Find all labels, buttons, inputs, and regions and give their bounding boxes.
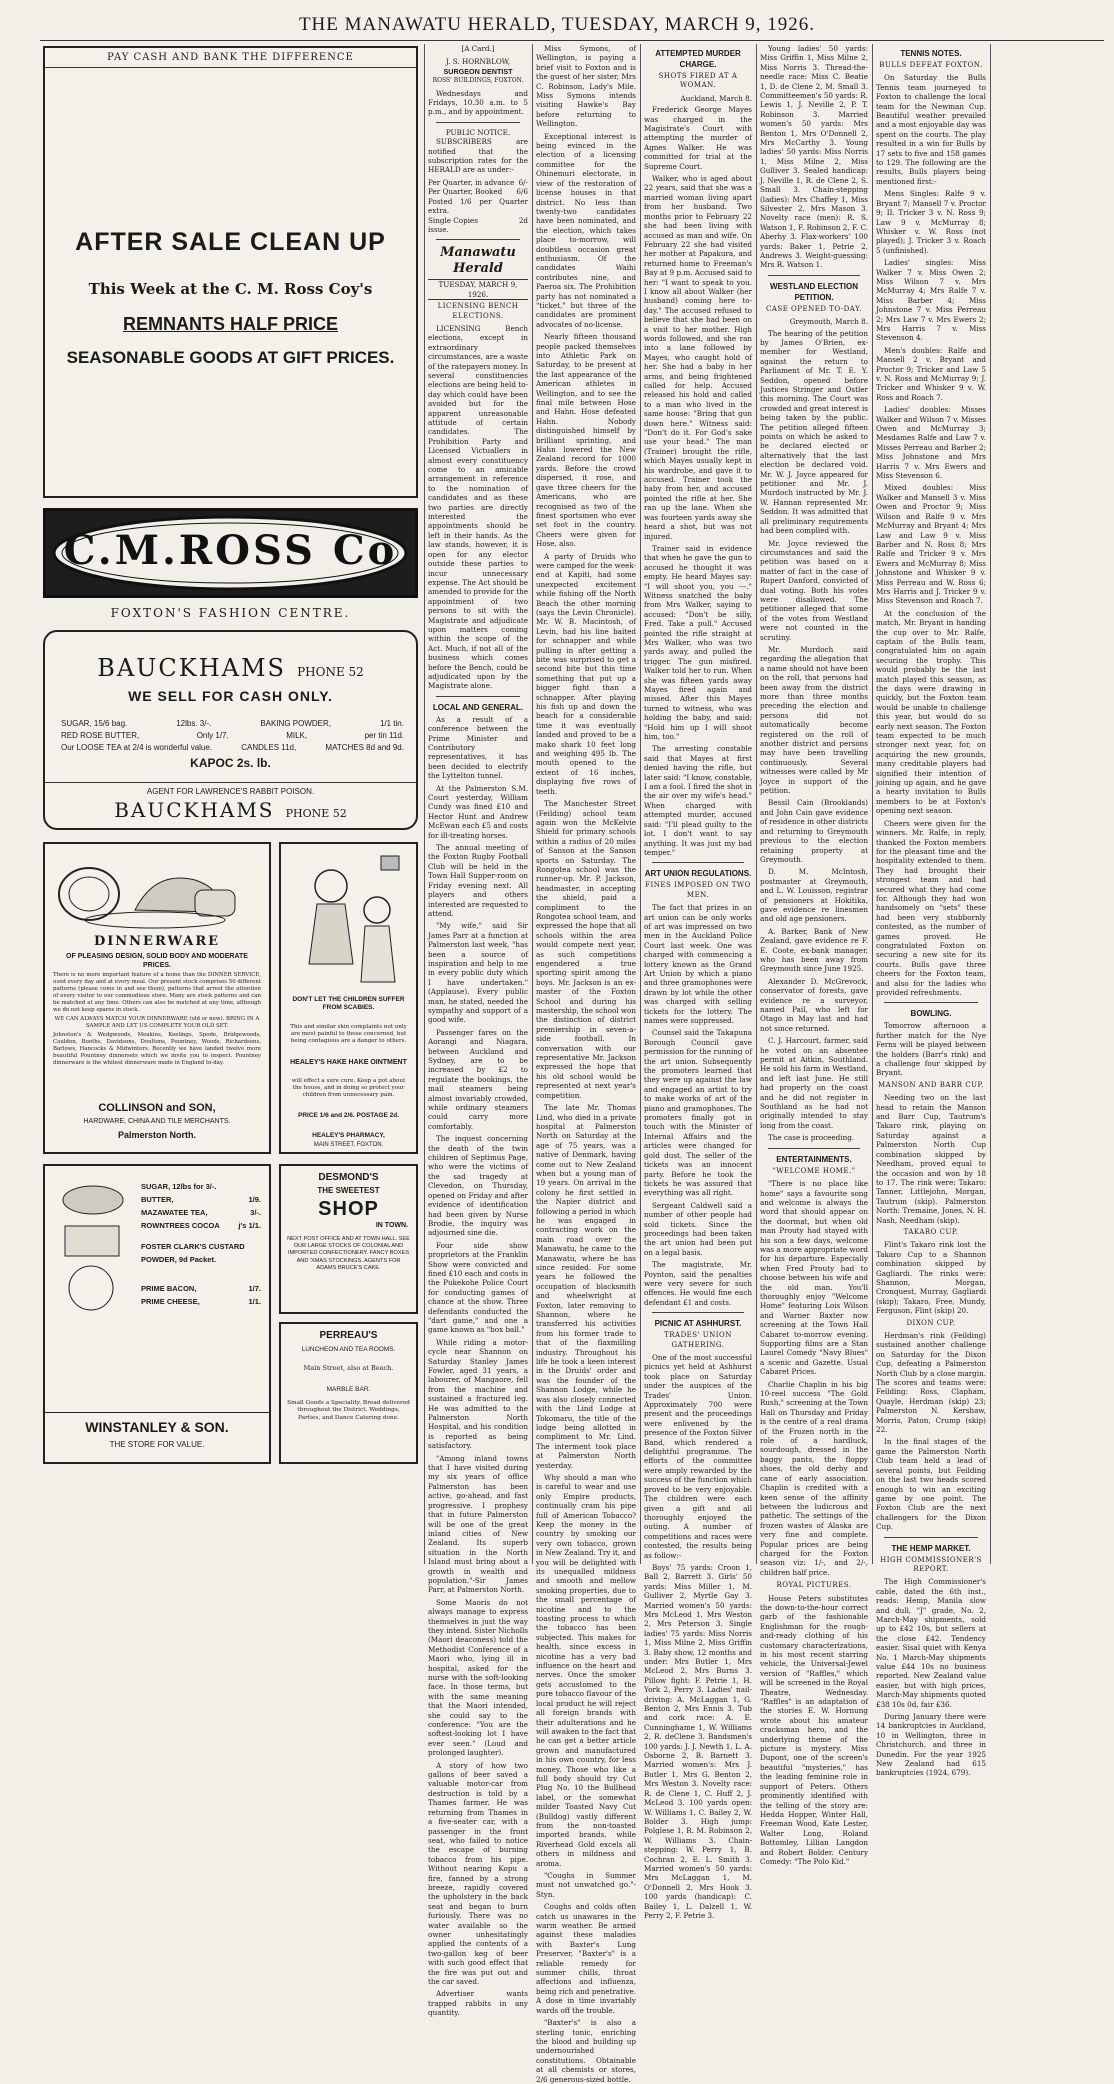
- divider: [436, 239, 520, 240]
- local-item: "Among inland towns that I have visited during my six years of office Palmerston has been active, go-ahead, and fast progressive. I prophesy that in future Palmerston will be one of the great inland cities of New Zealand. Its superb situation in the North Island must bring about a growth in wealth and population."-Sir James Parr, at Palmerston North.: [428, 1453, 528, 1595]
- tennis-heading: TENNIS NOTES.: [900, 49, 962, 58]
- westland-para: Mr. Joyce reviewed the circumstances and said the petition was based on a matter of fact in the case of Rupert Danford, convicted of dual voting. Both his votes were disallowed. The petitioner alleged that some of the votes from Westland were not counted in the scrutiny.: [760, 538, 868, 642]
- tennis-para: Cheers were given for the winners. Mr. Ralfe, in reply, thanked the Foxton members for the pleasant time and the hospitality extended to them. They had brought their strongest team and had secured what they had come for. Although they had won handsomely on "sets" these had been very stubbornly contested, as the number of games proved. He congratulated Foxton on securing a new site for its courts. Bulls gave three cheers for the Foxton team, and also for the ladies who provided refreshments.: [876, 818, 986, 997]
- column-rule: [532, 44, 533, 1564]
- licensing-heading: LICENSING BENCH ELECTIONS.: [437, 302, 519, 320]
- winstanley-price: 3/-.: [250, 1208, 261, 1217]
- dinnerware-makers: Johnston's & Wedgwoods, Meakins, Keelings, Spode, Bridgewoods, Cauldon, Booths, Davidsons, Doultons, Pountney, Woods, Richardsons, Barlows, Hancocks & Midwinters. Recently we have landed twelve more beautiful Pountney dinnersets which we invite you to inspect. Pountney dinnerware is the whitest dinnerware made in England to-day.: [53, 1032, 261, 1066]
- news-item: A party of Druids who were camped for the week-end at Kapiti, had some unexpected excitement while fishing off the North Beach the other morning (says the Levin Chronicle). Mr. W. B. Macintosh, of Levin, had his line baited for schnapper and while pulling in after getting a bite was surprised to get a second bite but this time something that put up a bigger fight than a schnapper. After playing his fish up and down the beach for a considerable time it was eventually landed and proved to be a mako shark 10 feet long and weighing 495 lb. The mouth opened to the extent of 16 inches, displaying five rows of teeth.: [536, 551, 636, 796]
- notice-heading: PUBLIC NOTICE.: [445, 127, 511, 137]
- bowling-heading: BOWLING.: [910, 1009, 952, 1019]
- column-2: [428, 44, 528, 2018]
- column-rule: [640, 44, 641, 1564]
- desmonds-body: NEXT POST OFFICE AND AT TOWN HALL. SEE OUR LARGE STOCKS OF COLONIAL AND IMPORTED CONFECTIONERY. FANCY BOXES AND 'XMAS STOCKINGS. AGENTS FOR ADAMS BRUCE'S CAKE.: [287, 1236, 410, 1271]
- local-item: As a result of a conference between the Prime Minister and Contributory representatives, it has been decided to electrify the Lyttelton tunnel.: [428, 714, 528, 781]
- ad-ross-logo: [43, 508, 418, 598]
- winstanley-item: ROWNTREES COCOA: [141, 1221, 220, 1230]
- bauckhams-agent: AGENT FOR LAWRENCE'S RABBIT POISON.: [45, 782, 416, 796]
- healeys-headline: DON'T LET THE CHILDREN SUFFER FROM SCABIES.: [292, 996, 405, 1011]
- winstanley-row: [141, 1206, 261, 1219]
- winstanley-item: SUGAR, 12lbs for 3/-.: [141, 1182, 217, 1191]
- masthead-rule: [40, 40, 1104, 41]
- news-item: Nearly fifteen thousand people packed themselves into Athletic Park on Saturday, to be present at the last appearance of the American athletes in Wellington, and to see the final mile between Hose and Hahn. Hose defeated Hahn. Nobody distinguished himself by brilliant sprinting, and Hahn lowered the New Zealand record for 1000 yards. Before the crowd dispersed, it rose, and gave three cheers for the Americans, who are recognised as two of the finest sportsmen who ever set foot in the country. Cheers were given for Hose, also.: [536, 332, 636, 549]
- entertainments-subheading: "WELCOME HOME.": [772, 1166, 856, 1175]
- news-item: "Coughs in Summer must not unwatched go."-Styn.: [536, 1871, 636, 1899]
- winstanley-item: MAZAWATEE TEA,: [141, 1208, 208, 1217]
- local-item: At the Palmerston S.M. Court yesterday, William Cundy was fined £10 and Hector Hunt and Andrew McEwan each £5 and costs for ill-treating horses.: [428, 783, 528, 840]
- ad-ross-tagline: FOXTON'S FASHION CENTRE.: [110, 606, 351, 620]
- murder-para: Trainer said in evidence that when he gave the gun to accused he thought it was empty. He heard Mayes say: "I will shoot you, you ---." Witness snatched the baby from Mrs Walker, saying to accused: "Don't be silly, Fred. Take a pull." Accused pointed the rifle straight at Mrs Walker, who was two yards away, and pulled the trigger. The gun misfired. Walker told her to run. When she was fifteen yards away Mayes fired again and missed. After this Mayes turned to witness, who was holding the baby, and said: "Hold him up I will shoot him, too.": [644, 543, 752, 742]
- hemp-subheading: HIGH COMMISSIONER'S REPORT.: [880, 1555, 982, 1573]
- winstanley-price-list: [141, 1180, 261, 1308]
- manson-heading: MANSON AND BARR CUP.: [878, 1080, 984, 1089]
- rate-value: 6/-: [518, 177, 528, 187]
- ad-ross-line4: SEASONABLE GOODS AT GIFT PRICES.: [66, 348, 395, 367]
- rate-row: [428, 216, 528, 225]
- ross-logo-text: C.M.ROSS Co: [63, 527, 398, 574]
- rate-label: Per Quarter, in advance: [428, 177, 515, 187]
- dixon-heading: DIXON CUP.: [906, 1318, 956, 1327]
- divider: [884, 1002, 978, 1003]
- bauckhams-row: [61, 730, 404, 742]
- children-illustration: [281, 846, 416, 994]
- tennis-para: Men's doubles: Ralfe and Mansell 2 v. Bryant and Proctor 9; Tricker and Law 5 v. N. Ross and McMurray 9; J. Tricker and Whisker 9 v. W. Ross and Roach 7.: [876, 345, 986, 402]
- news-item: Miss Symons, of Wellington, is paying a brief visit to Foxton and is the guest of her sister, Mrs C. Robinson, Lady's Mile. Miss Symons intends visiting Hawke's Bay before returning to Wellington.: [536, 44, 636, 129]
- murder-dateline: Auckland, March 8.: [680, 93, 752, 103]
- royal-para: House Peters substitutes the down-to-the-hour correct garb of the fashionable Englishman for the rough-and-ready clothing of his customary characterizations, in his most recent starring vehicle, the Universal-Jewel version of "Raffles," which will be screened in the Royal Theatre, Wednesday. "Raffles" is an adaptation of the stories E. W. Hornung wrote about his amateur cracksman hero, and the underlying theme of the picture is mystery. Miss Dupont, one of the screen's beautiful "mysteries," has the leading feminine role in support of Peters. Others prominently identified with the telling of the story are: Hedda Hopper, Winter Hall, Freeman Wood, Kate Lester, Walter Long, Roland Bottomley, Lillian Langdon and Robert Bolder. Century Comedy: "The Polo Kid.": [760, 1593, 868, 1866]
- takaro-heading: TAKARO CUP.: [903, 1227, 959, 1236]
- news-item: "Baxter's" is also a sterling tonic, enriching the blood and building up undernourished constitutions. Obtainable at all chemists or stores, 2/6 generous-sized bottle.: [536, 2018, 636, 2084]
- local-item: Four side show proprietors at the Franklin Show were convicted and fined £10 each and costs in the Pukekohe Police Court for conducting games of chance at the show. Three defendants conducted the "dart game," and one a game known as "box ball.": [428, 1240, 528, 1335]
- rate-row: [428, 178, 528, 187]
- masthead: THE MANAWATU HERALD, TUESDAY, MARCH 9, 1926.: [298, 14, 816, 35]
- desmonds-name: DESMOND'S: [318, 1172, 379, 1183]
- winstanley-row: [141, 1219, 261, 1232]
- art-union-para: The fact that prizes in an art union can be only works of art was impressed on two men in the Auckland Police Court last week. One was charged with commencing a lottery known as the Grand Art Union by which a piano and three gramophones were drawn by lot while the other was charged with selling tickets for the lottery. The names were suppressed.: [644, 903, 752, 1025]
- dinnerware-trade: HARDWARE, CHINA AND TILE MERCHANTS.: [83, 1118, 231, 1125]
- bauckhams-row-item: CANDLES 11d,: [241, 743, 297, 752]
- bauckhams-slogan: WE SELL FOR CASH ONLY.: [128, 688, 333, 704]
- dinnerware-firm: COLLINSON and SON,: [98, 1102, 216, 1114]
- winstanley-item: PRIME CHEESE,: [141, 1297, 200, 1306]
- paper-name: Manawatu Herald: [440, 245, 516, 277]
- dentist-address: ROSS' BUILDINGS, FOXTON.: [432, 77, 524, 85]
- picnic-para: Boys' 75 yards: Croon 1, Ball 2, Barrett 3. Girls' 50 yards: Miss Miller 1, M. Gulliver 2, Myrtle Gay 3. Married women's 50 yards: Mrs McLeod 1, Mrs Weston 2, Mrs Peterson 3. Single ladies' 75 yards: Miss Norris 1, Miss Milne 2, Miss Griffin 3. Baby show, 12 months and under: Mrs Butler 1, Mrs McLeod 2, Mrs Burns 3. Pillow fight: F. Petrie 1, H. York 2, Perry 3. Ladies' nail-driving: A. McLaggan 1, G. Benton 2, Mrs Ennis 3. Tub and cork race: A. E. Cunninghame 1, W. Williams 2, R. deClene 3. Bandsmen's 100 yards: J. J. Newth 1, L. A. Osborne 2, B. Barnett 3. Married women's: Mrs J. Butler 1, Mrs G. Benton 2, Mrs Weston 3. Novelty race: R. de Clene 1, C. Huff 2, J. McLeod 3. 100 yards open: W. Williams 1, C. Bailey 2, W. Bolder 3. High jump: Polglese 1, R. M. Robinson 2, W. Williams 3. Chain-stepping: W. Perry 1, B. Cochran 2, E. L. Smith 3. Married women's 50 yards: Mrs McLaggan 1, M. O'Donnell 2, Mrs Hook 3. 100 yards (handicap): C. Bailey 1, L. Dalzell 1, W. Perry 2, F. Petrie 3.: [644, 1562, 752, 1920]
- hemp-para: During January there were 14 bankruptcies in Auckland, 10 in Wellington, three in Christchurch, and three in Dunedin. For the year 1925 New Zealand had 615 bankruptcies (1924, 679).: [876, 1712, 986, 1778]
- column-rule: [756, 44, 757, 1564]
- rate-label: Single Copies: [428, 215, 478, 225]
- divider: [436, 696, 520, 697]
- entertainments-heading: ENTERTAINMENTS.: [776, 1154, 852, 1164]
- news-item: The late Mr. Thomas Lind, who died in a private hospital at Palmerston North on Saturday at the age of 75 years, was a native of Denmark, having come out to New Zealand when but a young man of 19 years. On arrival in the colony he first settled in the Napier district and following a period in which he was engaged in contracting work on the main road over the Manawatu, he came to the Manawatu, where he has since resided. For some years he followed the occupation of blacksmith and wheelwright at Foxton, later removing to Shannon, where he transferred his activities from his former trade to that of the flaxmilling industry. Throughout his life he took a keen interest in the Druids' order and was the founder of the Shannon Lodge, while he was also closely connected with the Lind Lodge at Tokomaru, the title of the lodge being allotted in compliment to Mr. Lind. The interment took place at Palmerston North yesterday.: [536, 1103, 636, 1470]
- westland-para: Alexander D. McGrevock, conservator of forests, gave evidence re a surveyor, named Pail, who left for Otago in May last and had not since returned.: [760, 976, 868, 1033]
- local-item: "My wife," said Sir James Parr at a function at Palmerston last week, "has been a source of inspiration and help to me in every public duty which I have undertaken." (Applause). Every public man, he stated, needed the sympathy and support of a good wife.: [428, 921, 528, 1025]
- column-3: [536, 44, 636, 2084]
- winstanley-price: 1/7.: [248, 1284, 261, 1293]
- westland-heading: WESTLAND ELECTION PETITION.: [770, 281, 858, 302]
- winstanley-price: 1/1.: [248, 1297, 261, 1306]
- rate-label: Per Quarter, Booked: [428, 187, 503, 197]
- column-6: [876, 44, 986, 1778]
- column-rule: [872, 44, 873, 1564]
- bauckhams-kapoc: KAPOC 2s. lb.: [190, 756, 271, 770]
- perreaus-body: Small Goods a Speciality. Bread delivered throughout the District. Weddings, Parties, and Dance Catering done.: [287, 1400, 410, 1421]
- westland-subheading: CASE OPENED TO-DAY.: [765, 304, 863, 313]
- local-item: The annual meeting of the Foxton Rugby Football Club will be held in the Town Hall Supper-room on Friday evening next. All players and others interested are requested to attend.: [428, 843, 528, 918]
- local-item: The inquest concerning the death of the twin children of Septimus Page, who were the victims of the sad tragedy at Clevedon, on Thursday, opened on Friday and after evidence of identification had been given by Nurse Brodie, the inquiry was adjourned sine die.: [428, 1134, 528, 1238]
- news-item: The Manchester Street (Feilding) school team again won the McKelvie Shield for primary schools within a radius of 20 miles of Sanson at the Sanson sports on Saturday. The Rongotea school was the runner-up. Mr. P. Jackson, headmaster, in accepting the shield, paid a compliment to the Rongotea school team, and expressed the hope that all schools within the area would compete next year, as such competitions engendered a true sporting spirit among the boys. Mr. Jackson is an ex-master of the Foxton School and during his mastership, the school won the distinction of district premiership in seven-a-side football. In conversation with our representative Mr. Jackson expressed the hope that his old school would be represented at next year's competition.: [536, 799, 636, 1100]
- manson-para: Needing two on the last head to retain the Manson and Barr Cup, Tautrum's Takaro rink, playing on Saturday against a Palmerston North Cup combination skipped by Needham, proved equal to the occasion and won by 18 to 17. The rink were: Takaro: Tanner, Littlejohn, Morgan, Tautrum (skip). Palmerston North: Tremaine, Jones, N. H. Nash, Needham (skip).: [876, 1093, 986, 1225]
- rate-row: [428, 187, 528, 196]
- winstanley-slogan: THE STORE FOR VALUE.: [109, 1440, 205, 1449]
- winstanley-row: [141, 1193, 261, 1206]
- tennis-para: On Saturday the Bulls Tennis team journeyed to Foxton to challenge the local team for the Newman Cup. Beautiful weather prevailed and a most enjoyable day was spent on the courts. The play resulted in a win for Bulls by 17 sets to five and 158 games to 129. The following are the results, Bulls players being mentioned first:-: [876, 73, 986, 186]
- dixon-para: Herdman's rink (Feilding) sustained another challenge on Saturday for the Dixon Cup, defeating a Palmerston North Club by a close margin. The scores and teams were: Feilding: Ross, Clapham, Quayle, Herdman (skip) 23; Palmerston N. Kershaw, Morris, Paton, Crump (skip) 22.: [876, 1331, 986, 1435]
- bauckhams-row-price: MATCHES 8d and 9d.: [325, 743, 404, 752]
- winstanley-row: [141, 1282, 261, 1295]
- art-union-para: The magistrate, Mr. Poynton, said the penalties were very severe for such offences. He would fine each defendant £1 and costs.: [644, 1260, 752, 1307]
- tennis-subheading: BULLS DEFEAT FOXTON.: [879, 61, 983, 69]
- bauckhams-row: [61, 742, 404, 754]
- entertainments-para: Charlie Chaplin in his big 10-reel success "The Gold Rush," screening at the Town Hall on Thursday and Friday is the centre of a real drama of the Frozen north in the role of a hardluck, sourdough, dressed in the baggy pants, the floppy shoes, the old derby and cane of early association. Chaplin is credited with a keen sense of the affinity between the ludicrous and pathetic. The settings of the frozen wastes of Alaska are very fine and complete. Popular prices are being charged for the Foxton season viz: 1/-, and 2/-, children half price.: [760, 1379, 868, 1577]
- groceries-illustration: [51, 1176, 141, 1326]
- art-union-subheading: FINES IMPOSED ON TWO MEN.: [645, 881, 751, 899]
- bowling-para: Tomorrow afternoon a further match for the Nye Ferns will be played between the holders (Barr's rink) and a challenge four skipped by Bryant.: [876, 1021, 986, 1078]
- divider: [884, 1537, 978, 1538]
- healeys-pharmacy: HEALEY'S PHARMACY,: [312, 1132, 385, 1139]
- royal-heading: ROYAL PICTURES.: [776, 1581, 852, 1590]
- tennis-para: Mixed doubles: Miss Walker and Mansell 3 v. Miss Owen and Proctor 9; Miss Wilson and Ralfe 9 v. Mrs McMurray and Bryant 4; Mrs Law and Law 9 v. Miss Barber and N. Ross 8; Mrs Ralfe and Tricker 9 v. Mrs Ewers and McMurray 8; Miss Johnstone and Whisker 9 v. Miss Perreau and W. Ross 6; Mrs Harris and J. Tricker 9 v. Miss Stevenson and Roach 7.: [876, 483, 986, 606]
- bauckhams-row-mid: Only 1/7.: [196, 731, 229, 740]
- divider: [652, 862, 744, 863]
- bauckhams-name-footer: BAUCKHAMS: [114, 798, 275, 822]
- dinnerware-match-line: WE CAN ALWAYS MATCH YOUR DINNERWARE (old or new). BRING IN A SAMPLE AND LET US COMPLETE YOUR OLD SET.: [54, 1016, 260, 1029]
- desmonds-tag: THE SWEETEST: [317, 1186, 380, 1195]
- news-item: Coughs and colds often catch us unawares in the warm weather. Be armed against these maladies with Baxter's Lung Preserver, "Baxter's" is a reliable remedy for summer chills, throat affections and influenza, being rich and penetrative. A dose in time invariably wards off the trouble.: [536, 1902, 636, 2015]
- westland-para: The case is proceeding.: [768, 1133, 855, 1143]
- ad-healeys: [279, 842, 418, 1154]
- healeys-address: MAIN STREET, FOXTON.: [313, 1142, 384, 1148]
- picnic-results-cont: Young ladies' 50 yards: Miss Griffin 1, Miss Milne 2, Miss Norris 3. Thread-the-needle race: Miss C. Beatie 1, D. de Clene 2, M. Small 3. Committeemen's 50 yards: R. Lewis 1, J. Neville 2, P. T. Robinson 3. Married women's 50 yards: Mrs Benton 1, Mrs O'Donnell 2, Mrs McCarthy 3. Young ladies' 50 yards: Miss Norris 1, Miss Milne 2, Miss Gulliver 3. Sealed handicap: J. Neville 1, R. de Clene 2, S. Small 3. Chain-stepping (ladies): Mrs Chaffey 1, Miss Silvester 2, Mrs Mason 3. Novelty race (men): R. S. Watson 1, F. Robinson 2, F. C. Aberhy 3. Flax-workers' 100 yards: Baker 1, Petrie 2, Andrews 3. Weight-guessing: Mrs R. Watson 1.: [760, 44, 868, 270]
- bauckhams-row-price: per tin 11d.: [364, 731, 404, 740]
- winstanley-item: BUTTER,: [141, 1195, 174, 1204]
- ad-perreaus: [279, 1322, 418, 1464]
- perreaus-line1: LUNCHEON AND TEA ROOMS.: [301, 1346, 396, 1353]
- dentist-name: J. S. HORNBLOW,: [445, 57, 511, 67]
- bauckhams-row-left: Our LOOSE TEA at 2/4 is wonderful value.: [61, 743, 213, 752]
- bauckhams-row-item: MILK,: [286, 731, 308, 740]
- ad-ross-banner: PAY CASH AND BANK THE DIFFERENCE: [45, 52, 416, 68]
- local-item: While riding a motor-cycle near Shannon on Saturday Stanley James Fowler, aged 31 years, a labourer, of Mangaore, fell from the machine and sustained a fractured leg. He was admitted to the Palmerston North Hospital, and his condition is reported as being satisfactory.: [428, 1337, 528, 1451]
- bauckhams-row-left: RED ROSE BUTTER,: [61, 731, 140, 740]
- divider: [652, 1312, 744, 1313]
- card-label: [A Card.]: [461, 44, 495, 53]
- perreaus-name: PERREAU'S: [319, 1330, 378, 1341]
- dinnerware-body: [53, 972, 261, 1067]
- tennis-para: At the conclusion of the match, Mr. Bryant in handing the cup over to Mr. Ralfe, captain of the Bulls team, congratulated him on again securing the trophy. This would probably be the last match played this season, as the days were drawing in quickly, but the Foxton team would be unable to challenge this year, but would do so early next season. The Foxton team expected to be much stronger next year, for, on acquiring the new grounds, many creditable players had signified their intention of joining up again, and he gave a hearty invitation to Bulls members to be at Foxton's opening next season.: [876, 608, 986, 816]
- rate-issue: issue.: [428, 224, 449, 234]
- ad-bauckhams: [43, 630, 418, 830]
- paper-date: TUESDAY, MARCH 9, 1926.: [428, 279, 528, 300]
- westland-para: D. M. McIntosh, postmaster at Greymouth, and L. W. Louisson, registrar of pensioners at Hokitika, gave evidence re linesmen and old age pensioners.: [760, 867, 868, 924]
- desmonds-shop: SHOP: [318, 1198, 379, 1220]
- licensing-body: LICENSING Bench elections, except in extraordinary circumstances, are a waste of the ratepayers money. In several constituencies elections are being held to-day which could have been avoided but for the apparent unreasonable attitude of certain candidates. The Prohibition Party and Licensed Victuallers in almost every constituency come to an amicable arrangement in reference to the nomination of candidates and as these two parties are directly interested the appointments should be left in their hands. As the law stands, however, it is open for any elector outside these parties to incur unnecessary expense. The Act should be amended to provide for the appointment of two persons to sit with the Magistrate and adjudicate upon matters coming within the scope of the Act. Much, if not all of the business which comes before the Bench, could be adjudicated upon by the Magistrate alone.: [428, 323, 528, 691]
- dixon-para: In the final stages of the game the Palmerston North Club team held a lead of several points, but Feilding on the last two heads scored enough to win an exciting game by one point. The Foxton Club are the next challengers for the Dixon Cup.: [876, 1437, 986, 1532]
- hemp-heading: THE HEMP MARKET.: [891, 1543, 971, 1553]
- local-item: A story of how two gallons of beer saved a valuable motor-car from destruction is told by a Thames farmer. He was returning from Thames in a five-seater car, with a passenger in the front seat, who failed to notice the escape of burning tobacco from his pipe. Without nearing Kopu a fire, fanned by a strong breeze, rapidly covered the upholstery in the back seat and began to burn furiously. There was no water available so the owner unhesitatingly applied the contents of a two-gallon keg of beer with such good effect that the fire was put out and the car saved.: [428, 1760, 528, 1986]
- dinnerware-town: Palmerston North.: [117, 1130, 196, 1140]
- rate-value: 2d: [518, 215, 528, 225]
- hemp-para: The High Commissioner's cable, dated the 6th inst., reads: Hemp, Manila slow and dull, "J" grade, No. 2, March-May shipments, sold up to £42 10s, but sellers at the close £42. Tendency easier. Sisal quiet with Kenya No. 1 March-May shipments value £44 10s no business reported. New Zealand value easier, but with high prices, March-May shipments quoted £38 10s 0d, fair £36.: [876, 1577, 986, 1709]
- bauckhams-row-left: SUGAR, 15/6 bag.: [61, 719, 128, 728]
- bauckhams-name: BAUCKHAMS: [97, 654, 286, 682]
- art-union-para: Sergeant Caldwell said a number of other people had sold tickets. Since the proceedings had been taken the art union had been put on a legal basis.: [644, 1200, 752, 1257]
- dinnerware-illustration: [45, 850, 269, 930]
- ad-ross-line2: This Week at the C. M. Ross Coy's: [88, 280, 373, 298]
- picnic-subheading: TRADES' UNION GATHERING.: [664, 1331, 732, 1349]
- dinnerware-subtitle: OF PLEASING DESIGN, SOLID BODY AND MODERATE PRICES.: [66, 953, 248, 969]
- bauckhams-row-item: BAKING POWDER,: [260, 719, 331, 728]
- desmonds-town: IN TOWN.: [375, 1222, 408, 1229]
- healeys-body: This and similar skin complaints not only are most painful to those concerned, but being contagious are a danger to others.: [290, 1024, 407, 1044]
- column-5: [760, 44, 868, 1866]
- dentist-title: SURGEON DENTIST: [443, 66, 513, 76]
- art-union-heading: ART UNION REGULATIONS.: [644, 869, 752, 879]
- dinnerware-title: DINNERWARE: [93, 934, 221, 949]
- winstanley-item: PRIME BACON,: [141, 1284, 197, 1293]
- art-union-para: Counsel said the Takapuna Borough Council gave permission for the running of the art union. Subsequently the promoters learned that they were up against the law and engaged an artist to try to make works of art of the piano and gramophones. The promoters finally got in touch with the Minister of Internal Affairs and the articles were changed for gold dust. The seller of the tickets was an innocent party. Before he took the tickets he was assured that everything was all right.: [644, 1028, 752, 1198]
- column-4: [644, 44, 752, 1920]
- perreaus-line2: Main Street, also at Beach.: [303, 1364, 394, 1372]
- bauckhams-row: [61, 718, 404, 730]
- healeys-body2: will effect a sure cure. Keep a pot about the house, and in doing so protect your children from unnecessary pain.: [291, 1078, 406, 1098]
- murder-para: The arresting constable said that Mayes at first denied having the rifle, but later said: "I know, constable, I am a fool. I fired the shot in the air over my wife's head." When charged with attempted murder, accused said: "I'll plead guilty to the lot. I don't want to say anything. It was just my bad temper.": [644, 744, 752, 857]
- winstanley-item: FOSTER CLARK'S CUSTARD POWDER, 9d Packet.: [141, 1242, 245, 1264]
- rate-value: 6/6: [516, 187, 528, 197]
- news-item: Why should a man who is careful to wear and use only Empire products, continually cram his pipe full of American Tobacco? Keep the money in the country by smoking our very own tobacco, grown in New Zealand. Try it, and you will be delighted with its unequalled mildness and smooth and mellow smoking properties, due to the small percentage of nicotine and to the toasting process to which the tobacco has been subjected. This makes for health, since excess in nicotine has a very bad influence on the heart and nerves. Once the smoker gets accustomed to the pure tobacco flavour of the local product he will reject all foreign brands with their adulterations and he will awaken to the fact that he can get a better article grown and manufactured in his own country, for less money. Those who like a full body should try Cut Plug No. 10 the Bullhead label, or the somewhat milder Toasted Navy Cut (Bulldog) vastly different from the non-toasted imported brands, while Riverhead Gold excels all others in mildness and aroma.: [536, 1472, 636, 1868]
- winstanley-row: [141, 1295, 261, 1308]
- column-rule: [990, 44, 991, 1564]
- news-item: Exceptional interest is being evinced in the election of a licensing committee for the Ohinemuri electorate, in view of the restoration of license houses in that district. No less than twenty-two candidates have been nominated, and the election, which takes place to-morrow, will doubtless occasion great enthusiasm. Of the candidates Waihi contributes nine, and Paeroa six. The Prohibition party has not nominated a "ticket," but three of the candidates are prominent advocates of no-license.: [536, 131, 636, 329]
- bauckhams-row-mid: 12lbs. 3/-.: [176, 719, 212, 728]
- winstanley-price: j's 1/1.: [238, 1221, 261, 1230]
- tennis-para: Ladies' doubles: Misses Walker and Wilson 7 v. Misses Owen and McMurray 3; Mesdames Ralfe and Law 7 v. Misses Perreau and Barber 2; Miss Johnstone and Mrs Harris 7 v. Mrs Ewers and Miss Stevenson 6.: [876, 405, 986, 481]
- divider: [768, 1148, 860, 1149]
- picnic-heading: PICNIC AT ASHHURST.: [654, 1319, 742, 1329]
- ad-winstanley: [43, 1164, 271, 1464]
- notice-body: SUBSCRIBERS are notified that the subscription rates for the HERALD are as under:-: [428, 137, 528, 175]
- tennis-para: Ladies' singles: Miss Walker 7 v. Miss Owen 2; Miss Wilson 7 v. Mrs McMurray 4; Mrs Ralfe 7 v. Miss Barber 4; Miss Johnstone 7 v. Miss Perreau 2; Mrs Law 7 v. Mrs Ewers 2; Mrs Harris 7 v. Miss Stevenson 4.: [876, 258, 986, 343]
- winstanley-row: [141, 1180, 261, 1193]
- murder-subheading: SHOTS FIRED AT A WOMAN.: [658, 72, 738, 90]
- westland-para: A. Barker, Bank of New Zealand, gave evidence re F. E. Coote, ex-bank manager, who has been away from Greymouth since June 1925.: [760, 926, 868, 974]
- bauckhams-row-price: 1/1 tin.: [379, 719, 404, 728]
- ad-ross-sale: [43, 46, 418, 498]
- winstanley-firm: WINSTANLEY & SON.: [45, 1412, 269, 1435]
- dinnerware-body-text: There is no more important feature of a home than the DINNER SERVICE, used every day and at every meal. Our present stock comprises 50 different patterns (please come in and see them), patterns that arrest the attention of every visitor to our commodious store. Many are stock patterns and can be matched at any time. Others can also be matched at any time, although we do not keep spares in stock.: [53, 972, 261, 1013]
- local-item: Some Maoris do not always manage to express themselves in just the way they intend. Sister Nicholls (Maori deaconess) told the Methodist Conference of a Maori who, lying ill in hospital, asked for the nurse with the soft-looking face. In those terms, but with the same meaning that the Maori intended, she could say to the conference: "You are the softest-looking lot I have ever seen." (Loud and prolonged laughter).: [428, 1597, 528, 1758]
- ad-ross-line3: REMNANTS HALF PRICE: [123, 314, 338, 334]
- murder-para: Frederick George Mayes was charged in the Magistrate's Court with attempting the murder of Agnes Walker. He was committed for trial at the Supreme Court.: [644, 105, 752, 171]
- ad-dinnerware: [43, 842, 271, 1154]
- divider: [768, 275, 860, 276]
- westland-dateline: Greymouth, March 8.: [789, 317, 868, 327]
- entertainments-para: "There is no place like home" says a favourite song and welcome is always the word that should appear on the doormat, but when old man Prouty had stayed with his son a few days, welcome was a more appropriate word for his departure. Especially when Fred Prouty had to choose between his wife and the old man. You'll thoroughly enjoy "Welcome Home" featuring Lois Wilson and Warner Baxter now screening at the Town Hall Cabaret to-morrow evening. Supporting films are a Stan Laurel Comedy "Navy Blues" a scenic and Gazette. Usual Cabaret Prices.: [760, 1179, 868, 1377]
- picnic-para: One of the most successful picnics yet held at Ashhurst took place on Saturday under the auspices of the Trades' Union. Approximately 700 were present and the proceedings were enlivened by the presence of the Foxton Silver Band, which rendered a delightful programme. The efforts of the committee were amply rewarded by the success of the function which proved to be very enjoyable. The children were each given a gift and all thoroughly enjoyed the outing. A number of competitions and races were contested, the results being as follow:-: [644, 1353, 752, 1560]
- healeys-brand: HEALEY'S HAKE HAKE OINTMENT: [290, 1059, 407, 1066]
- local-item: Advertiser wants trapped rabbits in any quantity.: [428, 1989, 528, 2018]
- bauckhams-phone-footer: PHONE 52: [285, 807, 347, 820]
- ad-desmonds: [279, 1164, 418, 1314]
- westland-para: The hearing of the petition by James O'Brien, ex-member for Westland, against the return to Parliament of Mr. T. E. Y. Seddon, opened before Justices Stringer and Ostler this morning. The Court was crowded and great interest is being taken by the public. The petition alleged fifteen points on which he asked to be declared elected or alternatively that the last election be declared void. Mr. W. J. Joyce appeared for petitioner and Mr. J. Murdoch instructed by Mr. J. W. Hannan represented Mr. Seddon. It was admitted that all preliminary requirements had been complied with.: [760, 328, 868, 536]
- takaro-para: Flint's Takaro rink lost the Takaro Cup to a Shannon combination skipped by Gagliardi. The rinks were: Shannon, Morgan, Cronquest, Murray, Gagliardi (skip); Takaro, Free, Mundy, Ferguson, Flint (skip) 20.: [876, 1240, 986, 1316]
- winstanley-price: 1/9.: [248, 1195, 261, 1204]
- bauckhams-phone: PHONE 52: [297, 665, 364, 679]
- murder-para: Walker, who is aged about 22 years, said that she was a married woman living apart from her husband. Two months prior to February 22 she had been living with accused as man and wife. On February 22 she had visited her mother at Papakura, and returned home to Freeman's Bay at 9 p.m. Accused said to her: "I want to speak to you. I know all about Walker (her husband) coming here to-day." The accused refused to believe that she had been on a visit to her mother. High words followed, and she ran into a lane followed by Mayes, who caught hold of her. She had a baby in her arms, and being frightened called for help. Accused released his hold and called to a man who lived in the same house: "Bring that gun down here." Witness said: "Don't do it. For God's sake use your head." The man (Trainer) brought the rifle, which Mayes usually kept in his wardrobe, and gave it to accused. Trainer took the baby from her, and accused pointed the rifle at her. She ran up the lane. When she was fourteen yards away she heard a shot, but was not injured.: [644, 174, 752, 541]
- tennis-para: Mens Singles: Ralfe 9 v. Bryant 7; Mansell 7 v. Proctor 9; II. Tricker 3 v. N. Ross 9; Law 9 v. McMurray 8; Whisker v. W. Ross (not played); J. Tricker 3 v. Roach 5 (unfinished).: [876, 189, 986, 255]
- local-item: Passenger fares on the Aorangi and Niagara, between Auckland and Sydney, are to be increased by £2 to regulate the bookings, the mail steamers being almost invariably crowded, while ordinary steamers could carry more comfortably.: [428, 1027, 528, 1131]
- ad-ross-headline: AFTER SALE CLEAN UP: [75, 228, 386, 256]
- local-general-heading: LOCAL AND GENERAL.: [432, 702, 524, 712]
- perreaus-line3: MARBLE BAR.: [326, 1386, 371, 1393]
- westland-para: Mr. Murdoch said regarding the allegation that a name should not have been on the roll, that persons had been away from the district more than three months preceding the election and persons did not automatically become registered on the roll of another district and persons may have been travelling continuously. Several witnesses were called by Mr Joyce in support of the petition.: [760, 644, 868, 796]
- westland-para: C. J. Harcourt, farmer, said he voted on an absentee permit at Aitkin, Southland. He sold his farm in Westland, and left last June. He still had property on the coast and he did not register in Southland as he had not originally intended to stay long from the coast.: [760, 1036, 868, 1130]
- rate-label: Posted 1/6 per Quarter extra.: [428, 196, 528, 216]
- winstanley-row: [141, 1240, 261, 1266]
- rate-row: [428, 197, 528, 216]
- bauckhams-price-list: [61, 718, 404, 754]
- divider: [436, 122, 520, 123]
- murder-heading: ATTEMPTED MURDER CHARGE.: [655, 49, 741, 69]
- column-rule: [424, 44, 425, 1564]
- westland-para: Bessil Cain (Brooklands) and John Cain gave evidence of residence in other districts and returning to Greymouth previous to the election retaining property at Greymouth.: [760, 798, 868, 864]
- dentist-hours: Wednesdays and Fridays, 10.30 a.m. to 5 p.m., and by appointment.: [428, 88, 528, 117]
- healeys-price: PRICE 1/6 and 2/6. POSTAGE 2d.: [297, 1112, 400, 1119]
